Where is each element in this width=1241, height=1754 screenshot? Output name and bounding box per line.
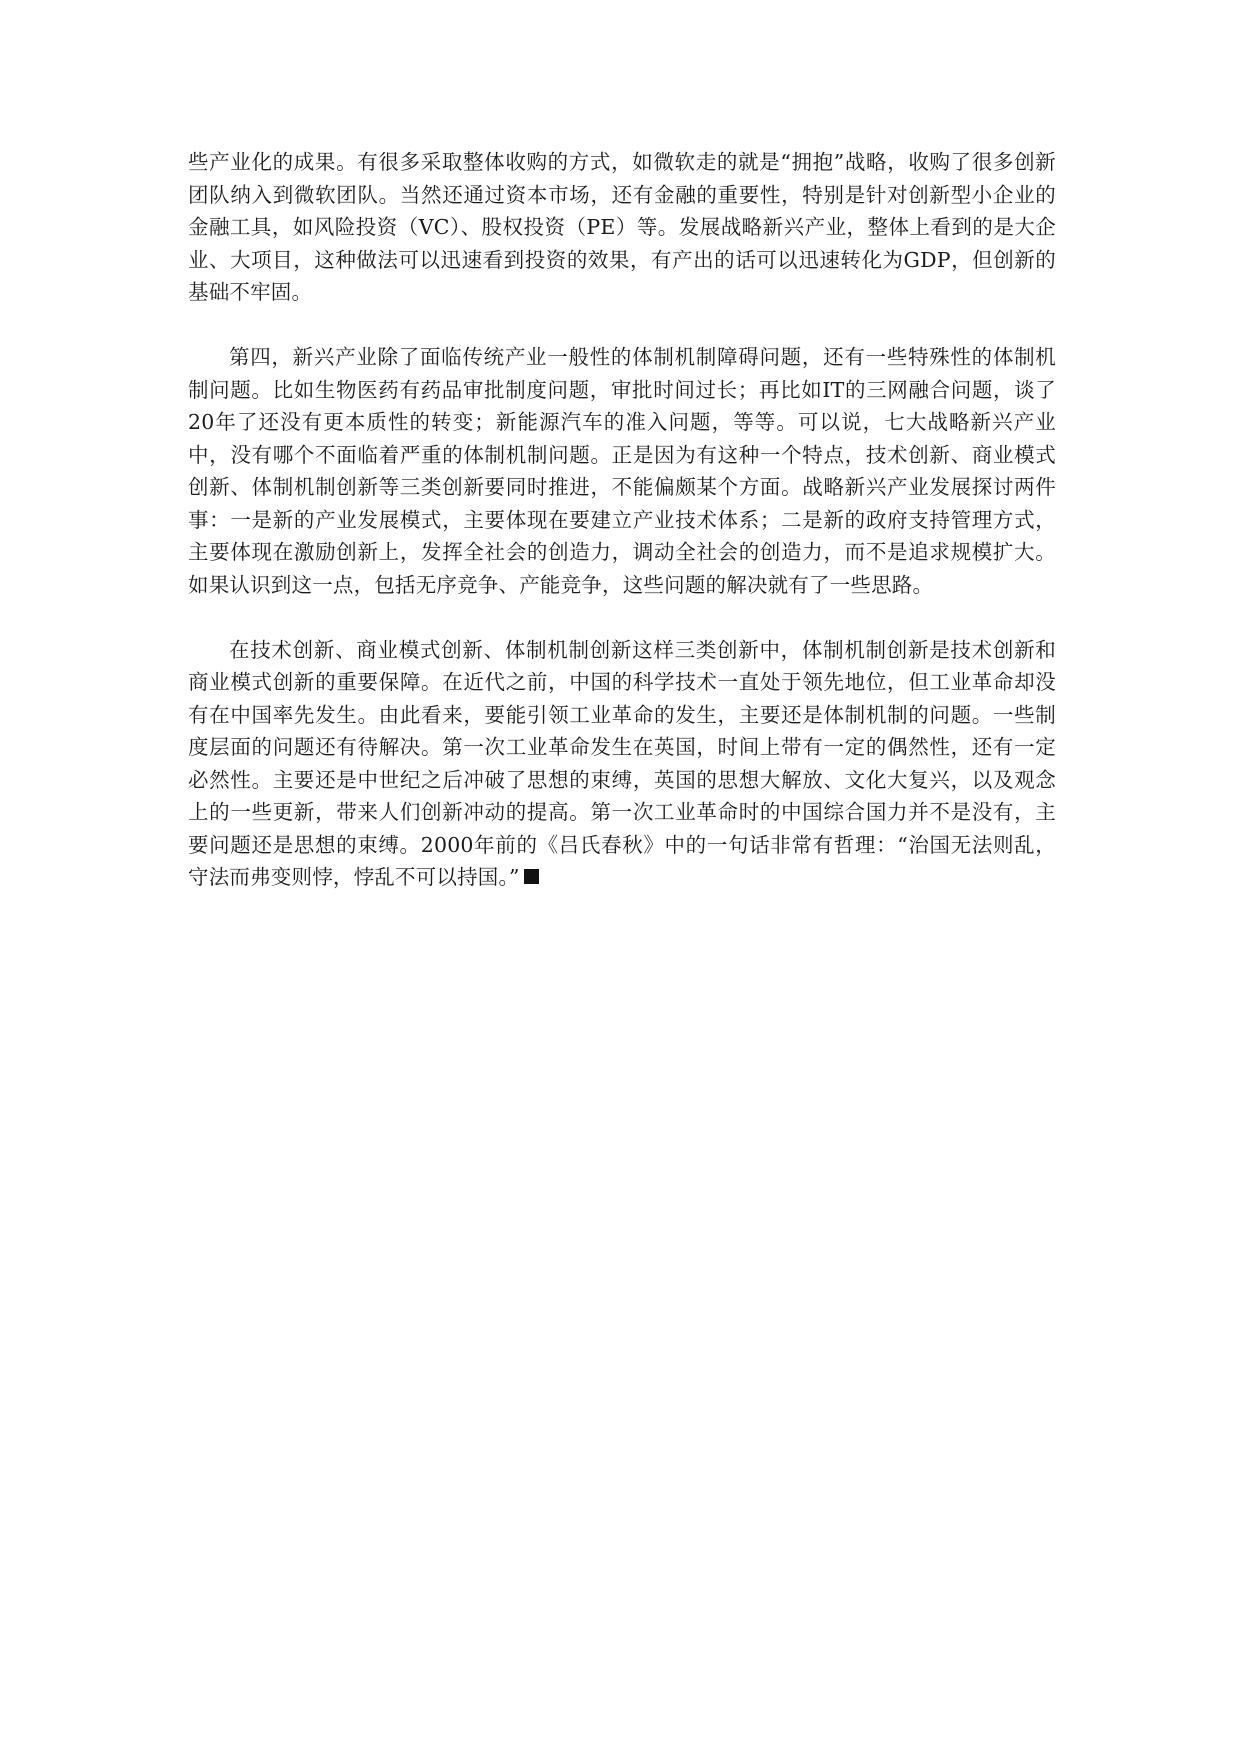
end-mark-icon xyxy=(524,869,539,884)
paragraph-1: 些产业化的成果。有很多采取整体收购的方式，如微软走的就是“拥抱”战略，收购了很多创新团队纳入到微软团队。当然还通过资本市场，还有金融的重要性，特别是针对创新型小企业的金融工具，如风险投资（VC）、股权投资（PE）等。发展战略新兴产业，整体上看到的是大企业、大项目，这种做法可以迅速看到投资的效果，有产出的话可以迅速转化为GDP，但创新的基础不牢固。 xyxy=(188,150,1056,304)
paragraph-3 xyxy=(188,634,1056,894)
document-body xyxy=(188,146,1056,926)
paragraph-3-text: 在技术创新、商业模式创新、体制机制创新这样三类创新中，体制机制创新是技术创新和商业模式创新的重要保障。在近代之前，中国的科学技术一直处于领先地位，但工业革命却没有在中国率先发生。由此看来，要能引领工业革命的发生，主要还是体制机制的问题。一些制度层面的问题还有待解决。第一次工业革命发生在英国，时间上带有一定的偶然性，还有一定必然性。主要还是中世纪之后冲破了思想的束缚，英国的思想大解放、文化大复兴，以及观念上的一些更新，带来人们创新冲动的提高。第一次工业革命时的中国综合国力并不是没有，主要问题还是思想的束缚。2000年前的《吕氏春秋》中的一句话非常有哲理：“治国无法则乱，守法而弗变则悖，悖乱不可以持国。” xyxy=(188,637,1056,889)
paragraph-2: 第四，新兴产业除了面临传统产业一般性的体制机制障碍问题，还有一些特殊性的体制机制问题。比如生物医药有药品审批制度问题，审批时间过长；再比如IT的三网融合问题，谈了20年了还没有更本质性的转变；新能源汽车的准入问题，等等。可以说，七大战略新兴产业中，没有哪个不面临着严重的体制机制问题。正是因为有这种一个特点，技术创新、商业模式创新、体制机制创新等三类创新要同时推进，不能偏颇某个方面。战略新兴产业发展探讨两件事：一是新的产业发展模式，主要体现在要建立产业技术体系；二是新的政府支持管理方式，主要体现在激励创新上，发挥全社会的创造力，调动全社会的创造力，而不是追求规模扩大。如果认识到这一点，包括无序竞争、产能竞争，这些问题的解决就有了一些思路。 xyxy=(188,345,1056,597)
